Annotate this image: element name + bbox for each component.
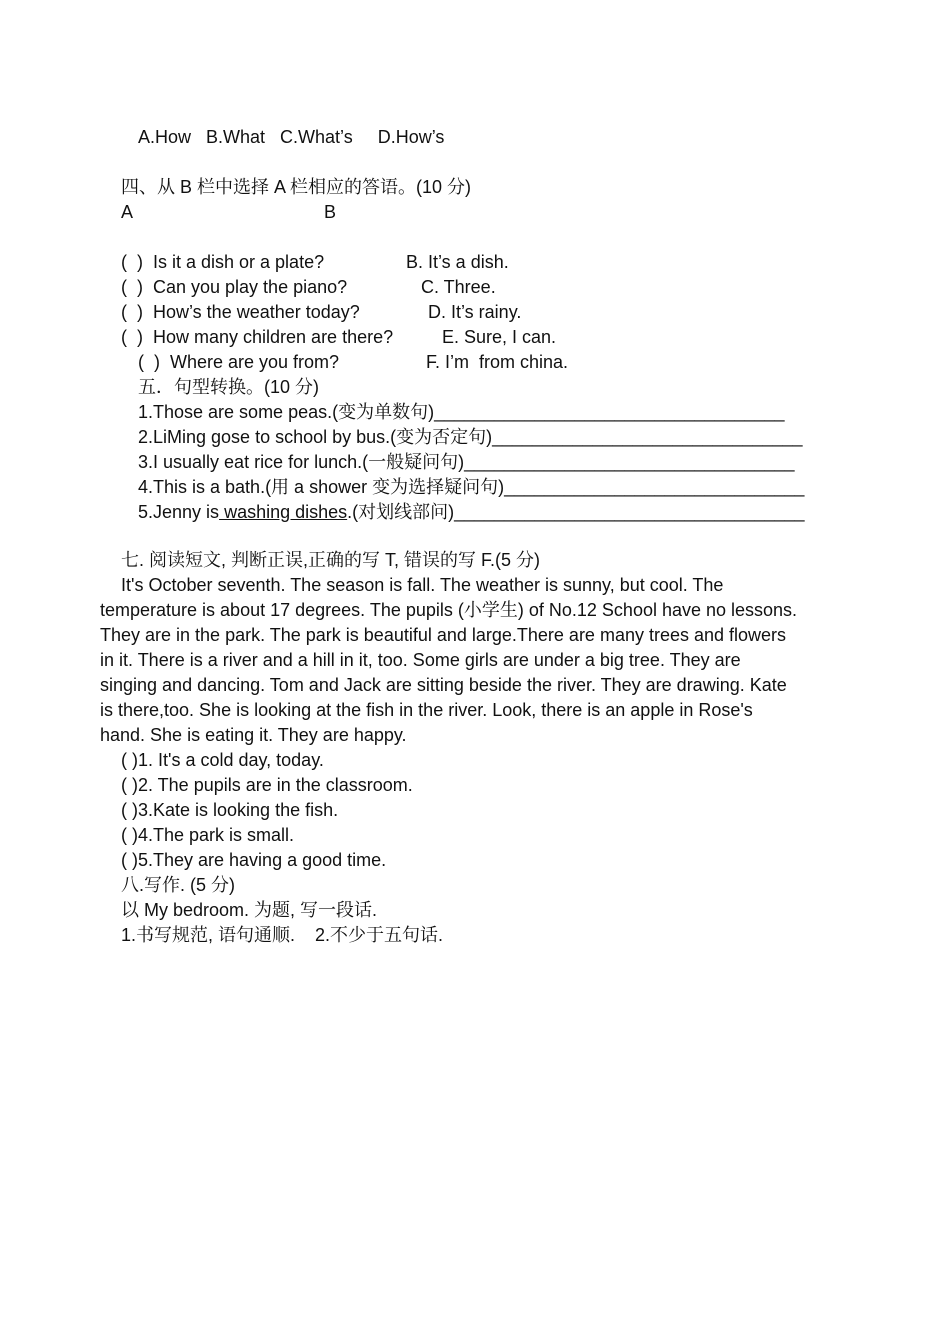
matching-question: ( ) How many children are there?	[121, 327, 394, 347]
underlined-phrase: washing dishes	[219, 502, 348, 522]
passage-line: in it. There is a river and a hill in it, too. Some girls are under a big tree. They are	[100, 650, 741, 670]
writing-prompt: 以 My bedroom. 为题, 写一段话.	[121, 900, 378, 920]
passage-line: It's October seventh. The season is fall. The weather is sunny, but cool. The	[121, 575, 724, 595]
matching-answer: F. I’m from china.	[426, 352, 569, 372]
passage-line: They are in the park. The park is beautiful and large.There are many trees and flowers	[100, 625, 787, 645]
section-7-title: 七. 阅读短文, 判断正误,正确的写 T, 错误的写 F.(5 分)	[121, 550, 541, 570]
section-5-title: 五．句型转换。(10 分)	[138, 377, 320, 397]
passage-line: singing and dancing. Tom and Jack are sitting beside the river. They are drawing. Kate	[100, 675, 787, 695]
transform-item: 4.This is a bath.(用 a shower 变为选择疑问句)______________________________	[138, 477, 805, 497]
transform-item: 3.I usually eat rice for lunch.(一般疑问句)_________________________________	[138, 452, 795, 472]
transform-item: 1.Those are some peas.(变为单数句)___________________________________	[138, 402, 785, 422]
true-false-statement: ( )1. It's a cold day, today.	[121, 750, 324, 770]
true-false-statement: ( )5.They are having a good time.	[121, 850, 387, 870]
matching-question: ( ) Can you play the piano?	[121, 277, 348, 297]
matching-question: ( ) Is it a dish or a plate?	[121, 252, 325, 272]
transform-item-5-instruction: .(对划线部问)___________________________________	[347, 502, 805, 522]
section-4-title: 四、从 B 栏中选择 A 栏相应的答语。(10 分)	[121, 177, 472, 197]
matching-answer: E. Sure, I can.	[442, 327, 557, 347]
transform-item-5-number: 5.	[138, 502, 154, 522]
column-a-label: A	[121, 202, 134, 222]
matching-question: ( ) Where are you from?	[138, 352, 340, 372]
transform-item: 2.LiMing gose to school by bus.(变为否定句)_______________________________	[138, 427, 803, 447]
matching-answer: B. It’s a dish.	[406, 252, 509, 272]
matching-question: ( ) How’s the weather today?	[121, 302, 360, 322]
true-false-statement: ( )3.Kate is looking the fish.	[121, 800, 339, 820]
passage-line: hand. She is eating it. They are happy.	[100, 725, 407, 745]
transform-item-5	[138, 500, 805, 525]
transform-item-5-subject: Jenny is	[153, 502, 220, 522]
matching-answer: C. Three.	[421, 277, 496, 297]
passage-line: is there,too. She is looking at the fish in the river. Look, there is an apple in Rose's	[100, 700, 753, 720]
column-b-label: B	[324, 202, 337, 222]
true-false-statement: ( )4.The park is small.	[121, 825, 295, 845]
previous-question-options: A.How B.What C.What’s D.How’s	[138, 127, 445, 147]
matching-answer: D. It’s rainy.	[428, 302, 522, 322]
true-false-statement: ( )2. The pupils are in the classroom.	[121, 775, 413, 795]
writing-requirements: 1.书写规范, 语句通顺. 2.不少于五句话.	[121, 925, 444, 945]
section-8-title: 八.写作. (5 分)	[121, 875, 236, 895]
passage-line: temperature is about 17 degrees. The pupils (小学生) of No.12 School have no lessons.	[100, 600, 798, 620]
